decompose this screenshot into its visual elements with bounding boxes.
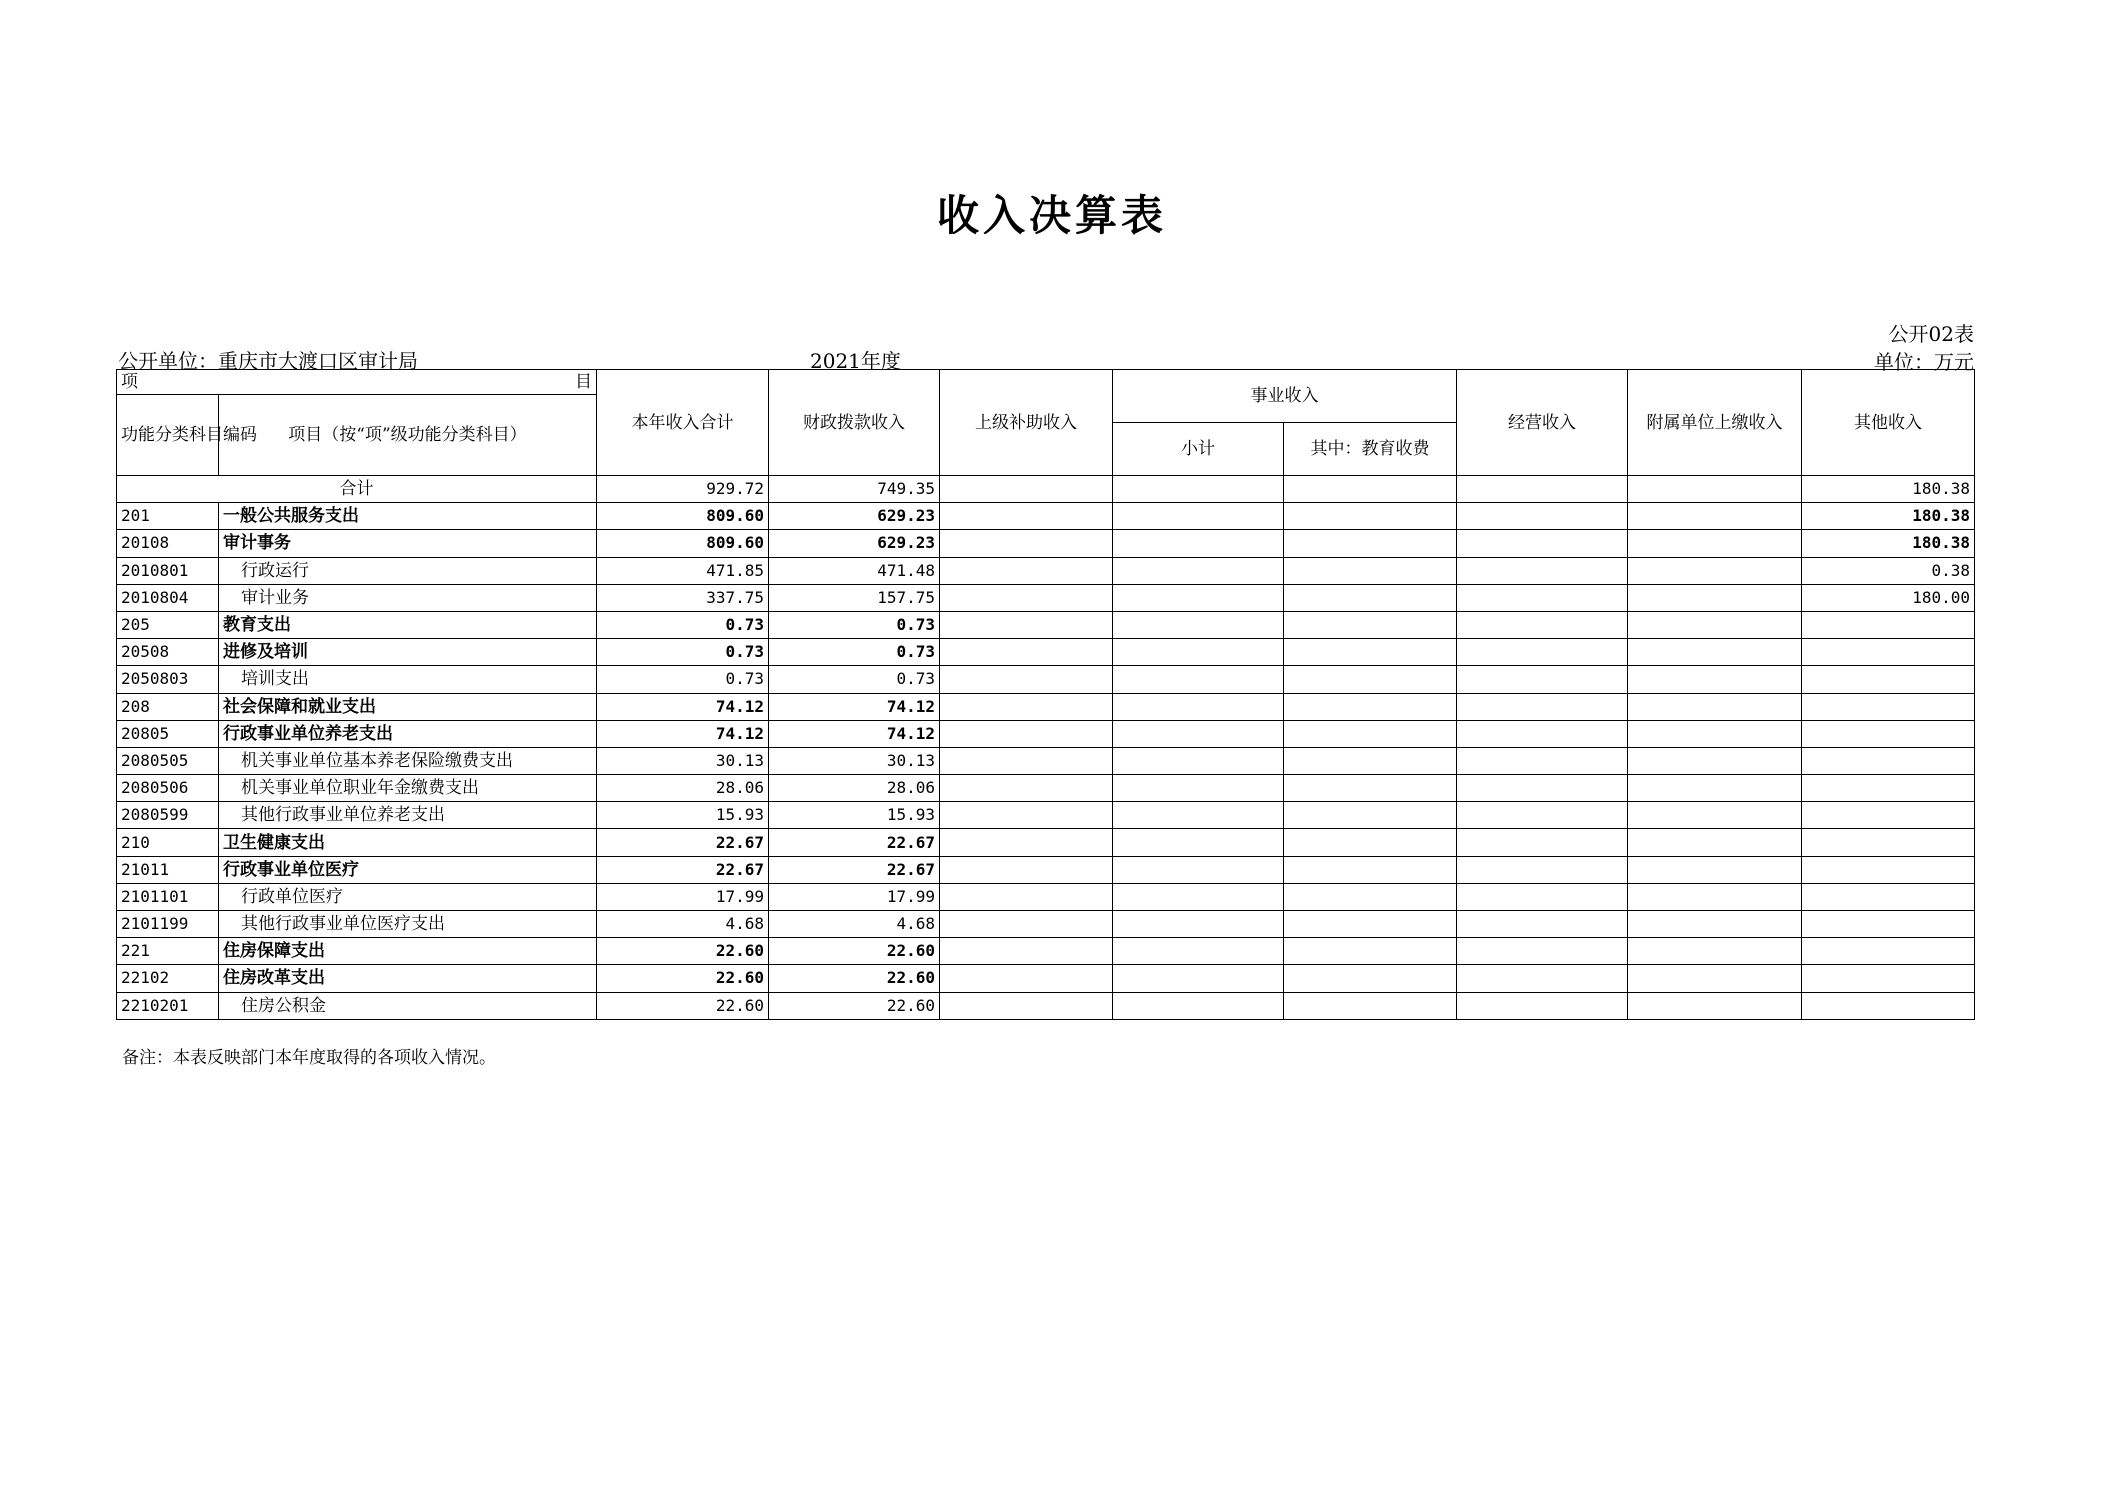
row-affiliated-income	[1628, 720, 1802, 747]
row-fiscal-income: 74.12	[769, 720, 940, 747]
row-education-fee	[1284, 693, 1457, 720]
row-superior-income	[940, 965, 1113, 992]
total-income-header: 本年收入合计	[597, 370, 769, 476]
row-business-subtotal	[1113, 639, 1284, 666]
row-total-income: 74.12	[597, 720, 769, 747]
row-superior-income	[940, 856, 1113, 883]
row-business-subtotal	[1113, 530, 1284, 557]
organization-label: 公开单位：重庆市大渡口区审计局	[118, 349, 418, 373]
row-name: 审计业务	[219, 584, 597, 611]
row-code: 210	[117, 829, 219, 856]
row-operating-income	[1457, 856, 1628, 883]
row-fiscal-income: 30.13	[769, 747, 940, 774]
row-code: 2210201	[117, 992, 219, 1019]
row-total-income: 17.99	[597, 883, 769, 910]
total-row	[117, 476, 1975, 503]
row-education-fee	[1284, 611, 1457, 638]
row-name: 行政事业单位养老支出	[219, 720, 597, 747]
total-fiscal-value: 749.35	[769, 476, 940, 503]
row-name: 行政单位医疗	[219, 883, 597, 910]
row-affiliated-income	[1628, 775, 1802, 802]
row-operating-income	[1457, 747, 1628, 774]
row-education-fee	[1284, 503, 1457, 530]
row-name: 进修及培训	[219, 639, 597, 666]
row-business-subtotal	[1113, 693, 1284, 720]
row-name: 卫生健康支出	[219, 829, 597, 856]
row-affiliated-income	[1628, 911, 1802, 938]
row-operating-income	[1457, 666, 1628, 693]
row-total-income: 22.60	[597, 992, 769, 1019]
row-other-income: 180.38	[1802, 503, 1975, 530]
row-code: 2080505	[117, 747, 219, 774]
row-other-income	[1802, 666, 1975, 693]
row-operating-income	[1457, 802, 1628, 829]
row-superior-income	[940, 666, 1113, 693]
row-education-fee	[1284, 856, 1457, 883]
affiliated-header: 附属单位上缴收入	[1628, 370, 1802, 476]
row-affiliated-income	[1628, 883, 1802, 910]
mu-label: 目	[575, 372, 592, 392]
row-other-income	[1802, 775, 1975, 802]
row-affiliated-income	[1628, 666, 1802, 693]
row-fiscal-income: 471.48	[769, 557, 940, 584]
row-total-income: 28.06	[597, 775, 769, 802]
row-superior-income	[940, 802, 1113, 829]
row-total-income: 809.60	[597, 503, 769, 530]
table-row	[117, 829, 1975, 856]
table-row	[117, 530, 1975, 557]
row-total-income: 22.60	[597, 965, 769, 992]
row-fiscal-income: 17.99	[769, 883, 940, 910]
subtotal-header: 小计	[1113, 423, 1284, 476]
row-code: 2010804	[117, 584, 219, 611]
row-operating-income	[1457, 611, 1628, 638]
row-name: 教育支出	[219, 611, 597, 638]
fiscal-year: 2021年度	[810, 349, 901, 373]
operating-header: 经营收入	[1457, 370, 1628, 476]
row-name: 机关事业单位职业年金缴费支出	[219, 775, 597, 802]
row-fiscal-income: 4.68	[769, 911, 940, 938]
row-other-income: 180.00	[1802, 584, 1975, 611]
row-code: 2050803	[117, 666, 219, 693]
row-education-fee	[1284, 557, 1457, 584]
row-fiscal-income: 28.06	[769, 775, 940, 802]
row-business-subtotal	[1113, 720, 1284, 747]
table-row	[117, 557, 1975, 584]
row-affiliated-income	[1628, 802, 1802, 829]
project-header-cell	[117, 370, 597, 395]
row-other-income	[1802, 611, 1975, 638]
row-code: 2080506	[117, 775, 219, 802]
name-column-header: 项目（按“项”级功能分类科目）	[219, 395, 597, 476]
row-other-income	[1802, 720, 1975, 747]
row-total-income: 0.73	[597, 666, 769, 693]
row-fiscal-income: 629.23	[769, 503, 940, 530]
row-business-subtotal	[1113, 611, 1284, 638]
row-other-income: 0.38	[1802, 557, 1975, 584]
row-superior-income	[940, 720, 1113, 747]
row-name: 一般公共服务支出	[219, 503, 597, 530]
superior-header: 上级补助收入	[940, 370, 1113, 476]
row-total-income: 22.67	[597, 829, 769, 856]
row-operating-income	[1457, 775, 1628, 802]
row-affiliated-income	[1628, 639, 1802, 666]
report-title: 收入决算表	[936, 191, 1167, 240]
row-other-income	[1802, 883, 1975, 910]
row-name: 其他行政事业单位养老支出	[219, 802, 597, 829]
row-business-subtotal	[1113, 503, 1284, 530]
row-fiscal-income: 22.60	[769, 965, 940, 992]
row-affiliated-income	[1628, 584, 1802, 611]
row-other-income	[1802, 856, 1975, 883]
row-other-income	[1802, 639, 1975, 666]
row-total-income: 0.73	[597, 611, 769, 638]
row-affiliated-income	[1628, 747, 1802, 774]
row-total-income: 30.13	[597, 747, 769, 774]
row-other-income	[1802, 992, 1975, 1019]
income-table	[116, 369, 1975, 1020]
footnote: 备注：本表反映部门本年度取得的各项收入情况。	[122, 1048, 496, 1068]
table-row	[117, 883, 1975, 910]
row-education-fee	[1284, 829, 1457, 856]
row-name: 行政运行	[219, 557, 597, 584]
row-business-subtotal	[1113, 856, 1284, 883]
row-education-fee	[1284, 992, 1457, 1019]
row-total-income: 15.93	[597, 802, 769, 829]
row-fiscal-income: 22.67	[769, 856, 940, 883]
row-business-subtotal	[1113, 883, 1284, 910]
row-superior-income	[940, 530, 1113, 557]
row-total-income: 471.85	[597, 557, 769, 584]
row-other-income: 180.38	[1802, 530, 1975, 557]
row-other-income	[1802, 829, 1975, 856]
row-affiliated-income	[1628, 938, 1802, 965]
row-fiscal-income: 22.60	[769, 938, 940, 965]
table-row	[117, 856, 1975, 883]
row-affiliated-income	[1628, 503, 1802, 530]
row-operating-income	[1457, 938, 1628, 965]
row-fiscal-income: 629.23	[769, 530, 940, 557]
row-name: 社会保障和就业支出	[219, 693, 597, 720]
row-total-income: 4.68	[597, 911, 769, 938]
row-code: 2080599	[117, 802, 219, 829]
row-business-subtotal	[1113, 666, 1284, 693]
table-row	[117, 992, 1975, 1019]
table-row	[117, 584, 1975, 611]
row-code: 205	[117, 611, 219, 638]
row-business-subtotal	[1113, 557, 1284, 584]
table-row	[117, 775, 1975, 802]
row-fiscal-income: 22.60	[769, 992, 940, 1019]
table-row	[117, 938, 1975, 965]
row-code: 201	[117, 503, 219, 530]
row-total-income: 22.67	[597, 856, 769, 883]
unit-label: 单位：万元	[1874, 350, 1974, 374]
row-superior-income	[940, 829, 1113, 856]
row-operating-income	[1457, 584, 1628, 611]
other-income-header: 其他收入	[1802, 370, 1975, 476]
total-other-value: 180.38	[1802, 476, 1975, 503]
fiscal-header: 财政拨款收入	[769, 370, 940, 476]
row-code: 21011	[117, 856, 219, 883]
row-operating-income	[1457, 557, 1628, 584]
row-code: 2010801	[117, 557, 219, 584]
row-education-fee	[1284, 639, 1457, 666]
row-superior-income	[940, 992, 1113, 1019]
row-superior-income	[940, 775, 1113, 802]
row-affiliated-income	[1628, 829, 1802, 856]
row-business-subtotal	[1113, 802, 1284, 829]
form-number: 公开02表	[1888, 322, 1974, 346]
row-total-income: 809.60	[597, 530, 769, 557]
row-name: 住房改革支出	[219, 965, 597, 992]
table-row	[117, 693, 1975, 720]
row-operating-income	[1457, 503, 1628, 530]
row-business-subtotal	[1113, 747, 1284, 774]
row-business-subtotal	[1113, 938, 1284, 965]
row-total-income: 0.73	[597, 639, 769, 666]
row-business-subtotal	[1113, 829, 1284, 856]
table-row	[117, 802, 1975, 829]
row-operating-income	[1457, 992, 1628, 1019]
row-operating-income	[1457, 965, 1628, 992]
row-education-fee	[1284, 747, 1457, 774]
row-name: 其他行政事业单位医疗支出	[219, 911, 597, 938]
table-row	[117, 639, 1975, 666]
row-operating-income	[1457, 883, 1628, 910]
row-fiscal-income: 0.73	[769, 666, 940, 693]
row-education-fee	[1284, 584, 1457, 611]
row-code: 221	[117, 938, 219, 965]
row-education-fee	[1284, 911, 1457, 938]
row-other-income	[1802, 747, 1975, 774]
row-code: 20508	[117, 639, 219, 666]
row-other-income	[1802, 911, 1975, 938]
row-education-fee	[1284, 720, 1457, 747]
row-superior-income	[940, 747, 1113, 774]
row-name: 机关事业单位基本养老保险缴费支出	[219, 747, 597, 774]
row-operating-income	[1457, 530, 1628, 557]
row-superior-income	[940, 584, 1113, 611]
row-education-fee	[1284, 530, 1457, 557]
row-superior-income	[940, 911, 1113, 938]
row-affiliated-income	[1628, 557, 1802, 584]
business-income-header: 事业收入	[1113, 370, 1457, 423]
row-education-fee	[1284, 775, 1457, 802]
table-row	[117, 666, 1975, 693]
row-fiscal-income: 0.73	[769, 611, 940, 638]
row-name: 行政事业单位医疗	[219, 856, 597, 883]
row-other-income	[1802, 938, 1975, 965]
row-fiscal-income: 22.67	[769, 829, 940, 856]
table-row	[117, 965, 1975, 992]
row-operating-income	[1457, 639, 1628, 666]
table-row	[117, 611, 1975, 638]
row-fiscal-income: 157.75	[769, 584, 940, 611]
row-superior-income	[940, 503, 1113, 530]
row-name: 住房公积金	[219, 992, 597, 1019]
row-code: 20108	[117, 530, 219, 557]
row-operating-income	[1457, 720, 1628, 747]
row-business-subtotal	[1113, 584, 1284, 611]
row-code: 2101199	[117, 911, 219, 938]
row-name: 审计事务	[219, 530, 597, 557]
row-affiliated-income	[1628, 992, 1802, 1019]
table-row	[117, 911, 1975, 938]
table-row	[117, 720, 1975, 747]
row-affiliated-income	[1628, 530, 1802, 557]
code-column-header: 功能分类科目编码	[117, 395, 219, 476]
total-label: 合计	[117, 476, 597, 503]
table-row	[117, 747, 1975, 774]
row-education-fee	[1284, 883, 1457, 910]
row-education-fee	[1284, 965, 1457, 992]
row-fiscal-income: 15.93	[769, 802, 940, 829]
row-affiliated-income	[1628, 965, 1802, 992]
row-business-subtotal	[1113, 911, 1284, 938]
row-name: 住房保障支出	[219, 938, 597, 965]
row-total-income: 74.12	[597, 693, 769, 720]
row-fiscal-income: 74.12	[769, 693, 940, 720]
row-code: 2101101	[117, 883, 219, 910]
row-education-fee	[1284, 938, 1457, 965]
row-business-subtotal	[1113, 965, 1284, 992]
total-income-value: 929.72	[597, 476, 769, 503]
row-affiliated-income	[1628, 856, 1802, 883]
row-superior-income	[940, 883, 1113, 910]
row-total-income: 337.75	[597, 584, 769, 611]
row-other-income	[1802, 693, 1975, 720]
row-business-subtotal	[1113, 775, 1284, 802]
table-row	[117, 503, 1975, 530]
row-code: 20805	[117, 720, 219, 747]
row-fiscal-income: 0.73	[769, 639, 940, 666]
row-name: 培训支出	[219, 666, 597, 693]
row-superior-income	[940, 639, 1113, 666]
row-education-fee	[1284, 666, 1457, 693]
row-operating-income	[1457, 911, 1628, 938]
row-other-income	[1802, 965, 1975, 992]
row-superior-income	[940, 557, 1113, 584]
row-total-income: 22.60	[597, 938, 769, 965]
row-superior-income	[940, 611, 1113, 638]
row-business-subtotal	[1113, 992, 1284, 1019]
row-superior-income	[940, 938, 1113, 965]
row-code: 208	[117, 693, 219, 720]
row-affiliated-income	[1628, 693, 1802, 720]
xiang-label: 项	[121, 372, 138, 392]
row-education-fee	[1284, 802, 1457, 829]
row-affiliated-income	[1628, 611, 1802, 638]
row-code: 22102	[117, 965, 219, 992]
row-other-income	[1802, 802, 1975, 829]
row-superior-income	[940, 693, 1113, 720]
row-operating-income	[1457, 693, 1628, 720]
education-fee-header: 其中：教育收费	[1284, 423, 1457, 476]
row-operating-income	[1457, 829, 1628, 856]
